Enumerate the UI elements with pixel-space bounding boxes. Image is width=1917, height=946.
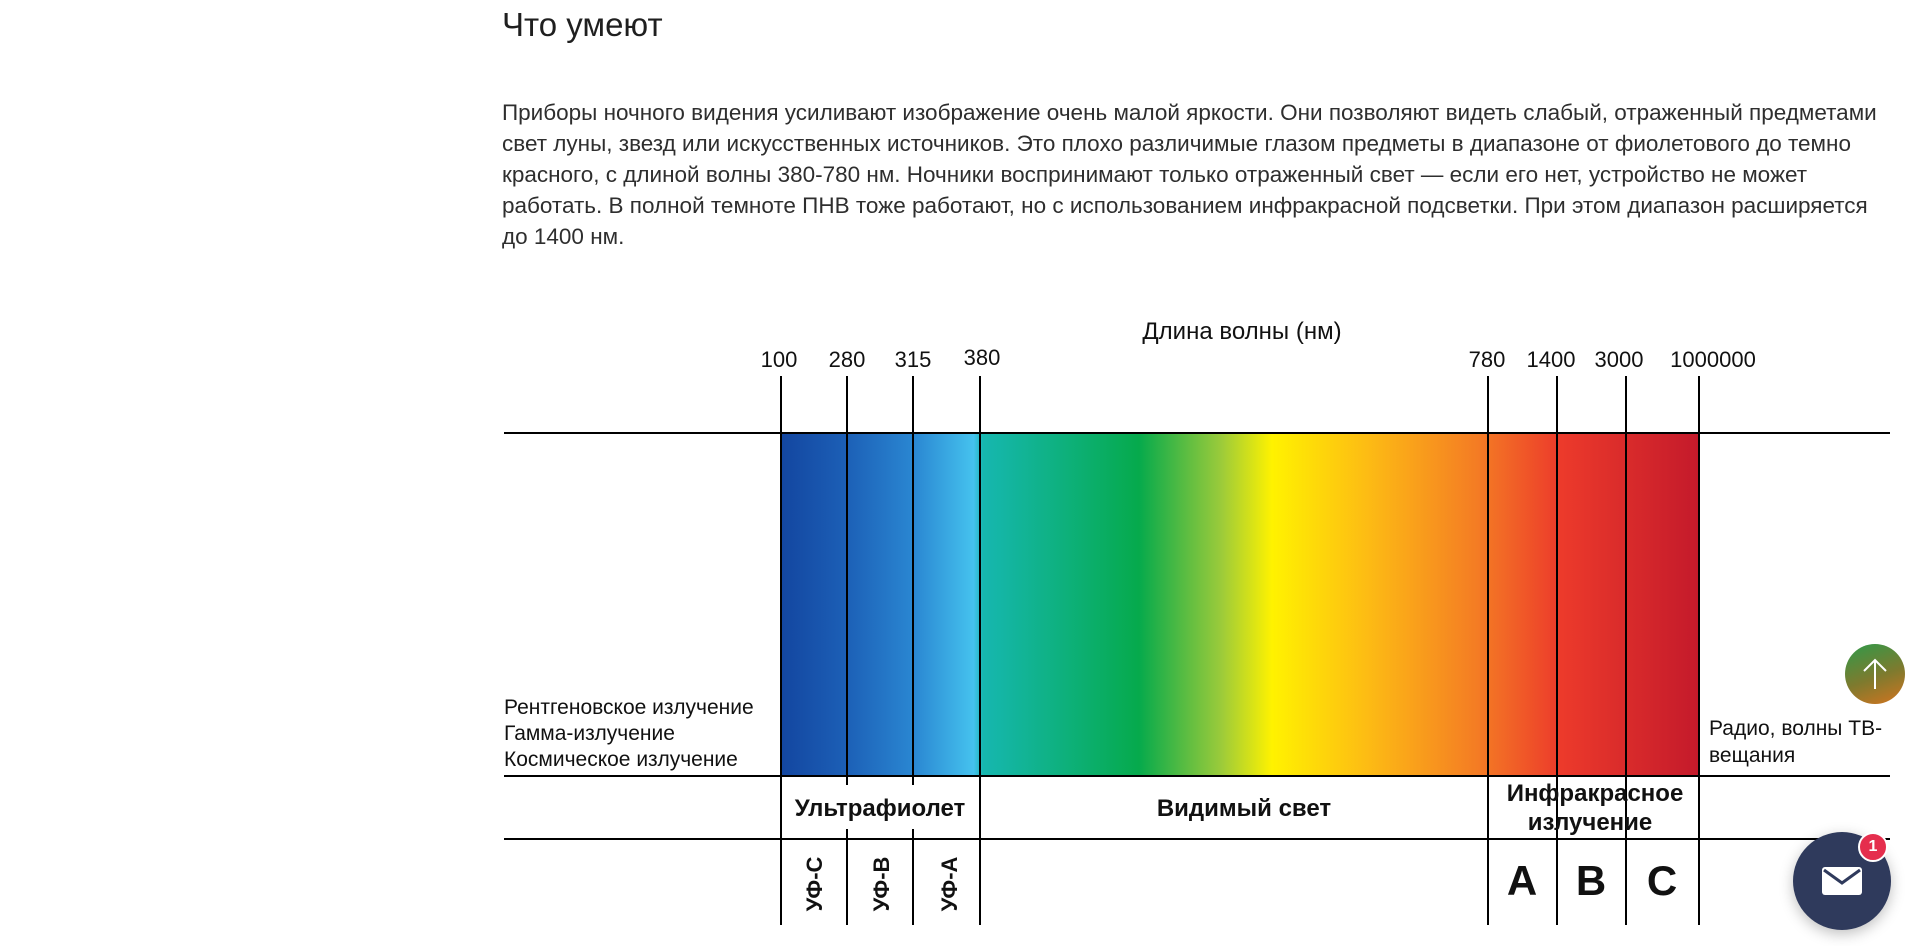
section-paragraph: Приборы ночного видения усиливают изображение очень малой яркости. Они позволяют видеть слабый, отраженный предметами свет луны, звезд или искусственных источников. Это плохо различимые глазом предметы в диапазоне от фиолетового до темно красного, с длиной волны 380-780 нм. Ночники воспринимают только отраженный свет — если его нет, устройство не может работать. В полной темноте ПНВ тоже работают, но с использованием инфракрасной подсветки. При этом диапазон расширяется до 1400 нм.: [502, 100, 1877, 249]
notification-badge: 1: [1858, 832, 1888, 862]
tick-label-1400: 1400: [1526, 347, 1576, 372]
tick-label-280: 280: [828, 347, 866, 372]
sub-band-uv-c: УФ-С: [802, 856, 827, 912]
tick-label-315: 315: [894, 347, 932, 372]
left-label-gamma: Гамма-излучение: [504, 722, 675, 745]
left-label-xray: Рентгеновское излучение: [504, 696, 754, 719]
sub-band-uv-b: УФ-В: [869, 856, 894, 912]
sub-band-ir-a: A: [1506, 857, 1538, 904]
sub-band-uv-a: УФ-А: [937, 856, 962, 912]
sub-band-ir-b: B: [1575, 857, 1607, 904]
tick-label-1000000: 1000000: [1670, 347, 1756, 372]
range-label-uv: Ультрафиолет: [794, 795, 966, 822]
right-label-radio-line1: Радио, волны ТВ-: [1709, 717, 1883, 740]
sub-band-ir-c: C: [1646, 857, 1678, 904]
right-label-radio-line2: вещания: [1709, 744, 1796, 767]
tick-label-100: 100: [760, 347, 798, 372]
section-title: Что умеют: [502, 6, 663, 43]
envelope-icon: [1821, 866, 1863, 896]
range-label-visible: Видимый свет: [1156, 795, 1332, 822]
axis-title: Длина волны (нм): [1142, 318, 1342, 345]
tick-label-380: 380: [963, 345, 1001, 370]
arrow-up-icon: [1860, 657, 1890, 691]
left-label-cosmic: Космическое излучение: [504, 748, 738, 771]
range-label-ir-line1: Инфракрасное: [1506, 780, 1684, 807]
tick-label-780: 780: [1468, 347, 1506, 372]
tick-label-3000: 3000: [1594, 347, 1644, 372]
spectrum-band: [781, 433, 1699, 776]
scroll-to-top-button[interactable]: [1845, 644, 1905, 704]
range-label-ir-line2: излучение: [1527, 809, 1653, 836]
